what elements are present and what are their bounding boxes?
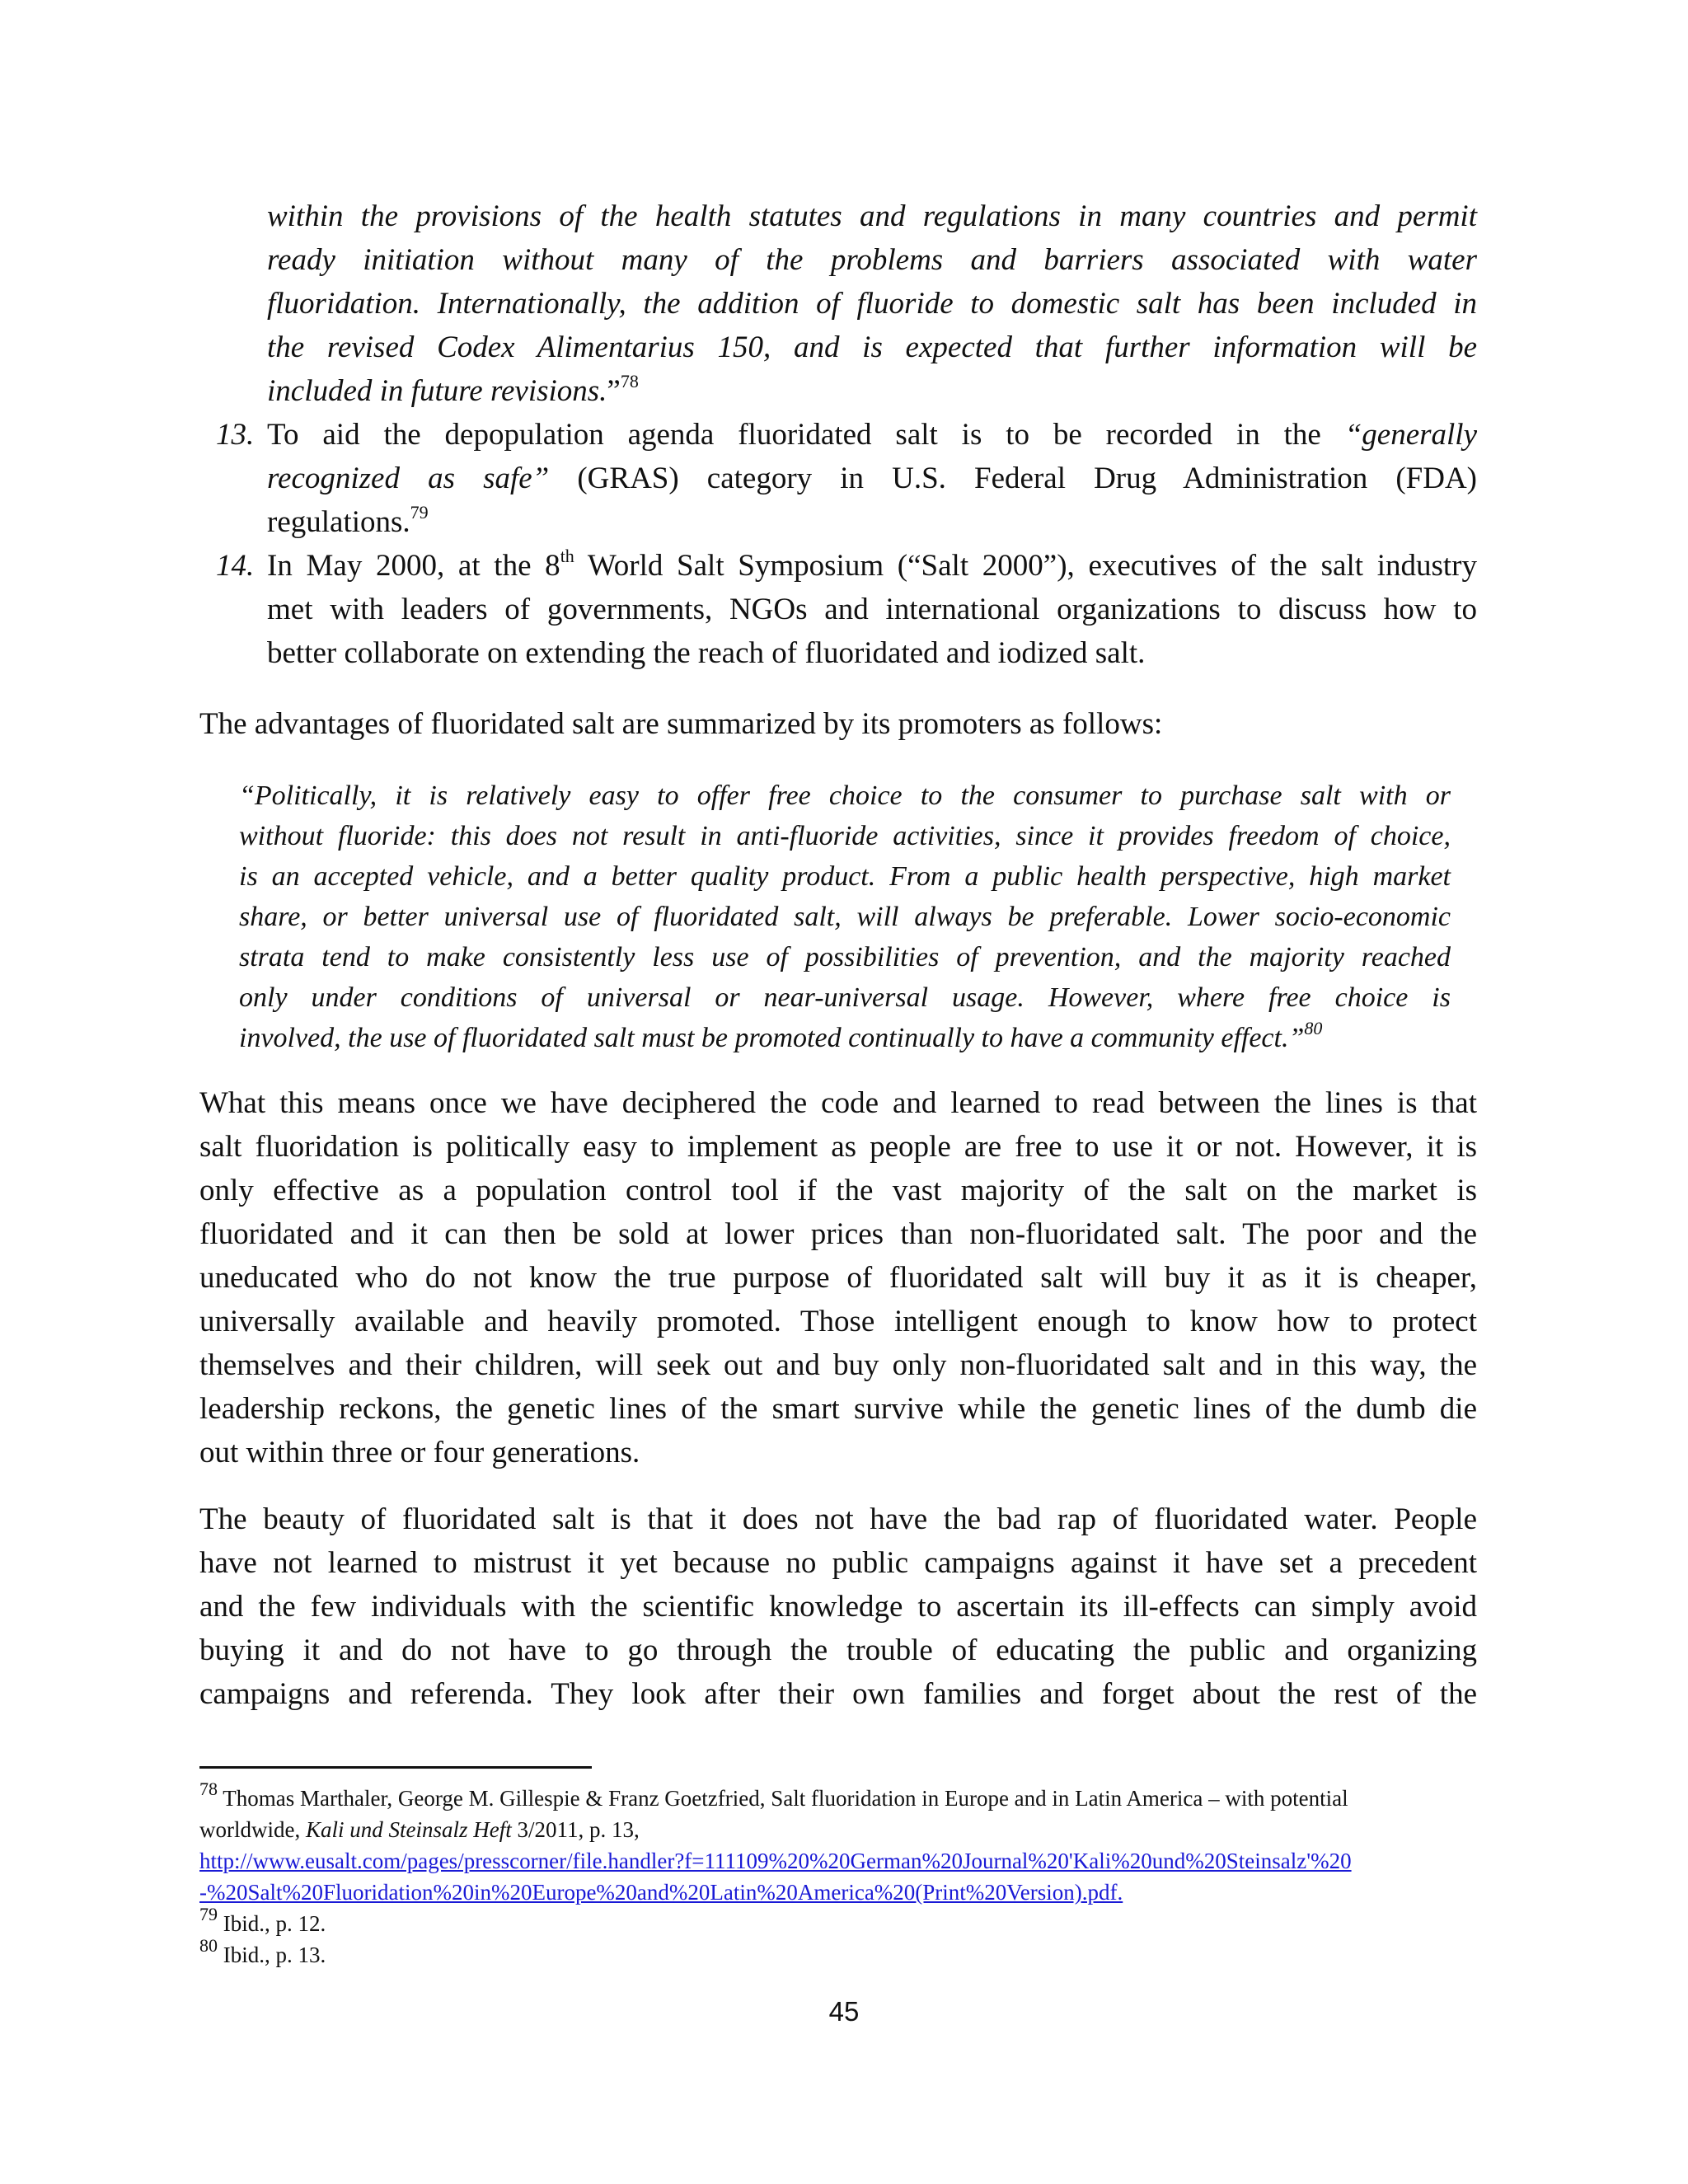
list-line xyxy=(267,413,1477,457)
list-line: better collaborate on extending the reach of fluoridated and iodized salt. xyxy=(267,636,1146,670)
paragraph-line: buying it and do not have to go through the trouble of educating the public and organizing xyxy=(199,1633,1477,1667)
paragraph-line: universally available and heavily promoted. Those intelligent enough to know how to protect xyxy=(199,1305,1477,1338)
quote-line: “Politically, it is relatively easy to offer free choice to the consumer to purchase salt with or xyxy=(239,780,1451,811)
quote-last-line xyxy=(239,1018,1451,1058)
list-line: met with leaders of governments, NGOs and international organizations to discuss how to xyxy=(267,593,1477,626)
quote-line: without fluoride: this does not result in anti-fluoride activities, since it provides freedom of choice, xyxy=(239,821,1451,851)
paragraph-line: leadership reckons, the genetic lines of the smart survive while the genetic lines of the dumb die xyxy=(199,1392,1477,1426)
ordinal-suffix: th xyxy=(560,545,574,566)
footnote-number: 79 xyxy=(199,1904,218,1924)
paragraph-line: only effective as a population control tool if the vast majority of the salt on the market is xyxy=(199,1174,1477,1207)
journal-title: Kali und Steinsalz Heft xyxy=(305,1817,512,1842)
list-text: In May 2000, at the 8 xyxy=(267,549,560,583)
list-item-14 xyxy=(216,544,1477,675)
footnote-number: 78 xyxy=(199,1779,218,1799)
paragraph-last-line: out within three or four generations. xyxy=(199,1436,640,1469)
footnote-text: Ibid., p. 12. xyxy=(223,1911,326,1936)
link-line[interactable]: http://www.eusalt.com/pages/presscorner/file.handler?f=111109%20%20German%20Journal%20'Kali%20und%20Steinsalz'%20 xyxy=(199,1849,1352,1873)
list-line xyxy=(267,500,1477,544)
footnote-text: 3/2011, p. 13, xyxy=(511,1817,640,1842)
footnote-text: Ibid., p. 13. xyxy=(223,1943,326,1967)
quote-line: only under conditions of universal or near-universal usage. However, where free choice is xyxy=(239,982,1451,1013)
footnote-number: 80 xyxy=(199,1935,218,1956)
list-line xyxy=(267,544,1477,588)
list-text: (GRAS) category in U.S. Federal Drug Administration (FDA) xyxy=(549,462,1477,495)
paragraph-line: fluoridated and it can then be sold at lower prices than non-fluoridated salt. The poor and the xyxy=(199,1217,1477,1251)
paragraph-line: have not learned to mistrust it yet because no public campaigns against it have set a precedent xyxy=(199,1546,1477,1580)
numbered-list xyxy=(216,413,1477,675)
quote-last-line xyxy=(267,369,1477,413)
list-italic-text: “generally xyxy=(1344,418,1477,452)
list-item-13 xyxy=(216,413,1477,544)
list-italic-text: recognized as safe” xyxy=(267,462,550,495)
footnote-80 xyxy=(199,1935,1477,1971)
link-line[interactable]: -%20Salt%20Fluoridation%20in%20Europe%20and%20Latin%20America%20(Print%20Version).pdf. xyxy=(199,1880,1123,1905)
footnote-ref-79[interactable]: 79 xyxy=(410,501,429,523)
paragraph-2 xyxy=(199,1497,1477,1716)
footnote-text: worldwide, xyxy=(199,1817,306,1842)
promoter-quote xyxy=(239,776,1451,1058)
paragraph-line: What this means once we have deciphered the code and learned to read between the lines is that xyxy=(199,1086,1477,1120)
list-number: 13. xyxy=(216,418,255,452)
list-line xyxy=(267,457,1477,500)
footnotes xyxy=(199,1779,1477,1971)
quote-line: ready initiation without many of the problems and barriers associated with water xyxy=(267,243,1477,277)
quote-line: share, or better universal use of fluoridated salt, will always be preferable. Lower socio-economic xyxy=(239,902,1451,932)
paragraph-line: campaigns and referenda. They look after their own families and forget about the rest of the xyxy=(199,1677,1477,1711)
list-text: regulations. xyxy=(267,505,410,539)
quote-line: fluoridation. Internationally, the addition of fluoride to domestic salt has been included in xyxy=(267,287,1477,321)
list-number: 14. xyxy=(216,549,255,583)
quote-line: is an accepted vehicle, and a better quality product. From a public health perspective, high market xyxy=(239,861,1451,892)
quote-last-text: included in future revisions. xyxy=(267,374,607,408)
footnote-divider xyxy=(199,1766,592,1769)
list-text: World Salt Symposium (“Salt 2000”), executives of the salt industry xyxy=(574,549,1477,583)
paragraph-line: themselves and their children, will seek out and buy only non-fluoridated salt and in this way, the xyxy=(199,1348,1477,1382)
footnote-text: Thomas Marthaler, George M. Gillespie & Franz Goetzfried, Salt fluoridation in Europe and in Latin America – with potential xyxy=(223,1786,1348,1811)
closing-quote: ” xyxy=(607,374,621,408)
page-number: 45 xyxy=(828,1996,860,2027)
quote-last-text: involved, the use of fluoridated salt must be promoted continually to have a community effect.” xyxy=(239,1023,1305,1053)
footnote-line xyxy=(199,1814,1477,1845)
paragraph-line: and the few individuals with the scientific knowledge to ascertain its ill-effects can simply avoid xyxy=(199,1590,1477,1624)
footnote-78 xyxy=(199,1779,1477,1908)
intro-line: The advantages of fluoridated salt are summarized by its promoters as follows: xyxy=(199,707,1163,741)
paragraph-line: uneducated who do not know the true purpose of fluoridated salt will buy it as it is cheaper, xyxy=(199,1261,1477,1295)
footnote-line xyxy=(199,1779,1477,1814)
paragraph-line: salt fluoridation is politically easy to implement as people are free to use it or not. However, it is xyxy=(199,1130,1477,1164)
footnote-ref-80[interactable]: 80 xyxy=(1304,1017,1323,1038)
footnote-ref-78[interactable]: 78 xyxy=(620,370,639,391)
quote-line: strata tend to make consistently less use of possibilities of prevention, and the majority reached xyxy=(239,942,1451,972)
quote-line: within the provisions of the health statutes and regulations in many countries and permit xyxy=(267,199,1477,233)
quote-line: the revised Codex Alimentarius 150, and is expected that further information will be xyxy=(267,330,1477,364)
paragraph-line: The beauty of fluoridated salt is that it does not have the bad rap of fluoridated water. People xyxy=(199,1502,1477,1536)
list-text: To aid the depopulation agenda fluoridated salt is to be recorded in the xyxy=(267,418,1345,452)
footnote-79 xyxy=(199,1904,1477,1939)
paragraph-1 xyxy=(199,1081,1477,1474)
quote-continuation xyxy=(267,194,1477,413)
footnote-link[interactable] xyxy=(199,1845,1477,1908)
